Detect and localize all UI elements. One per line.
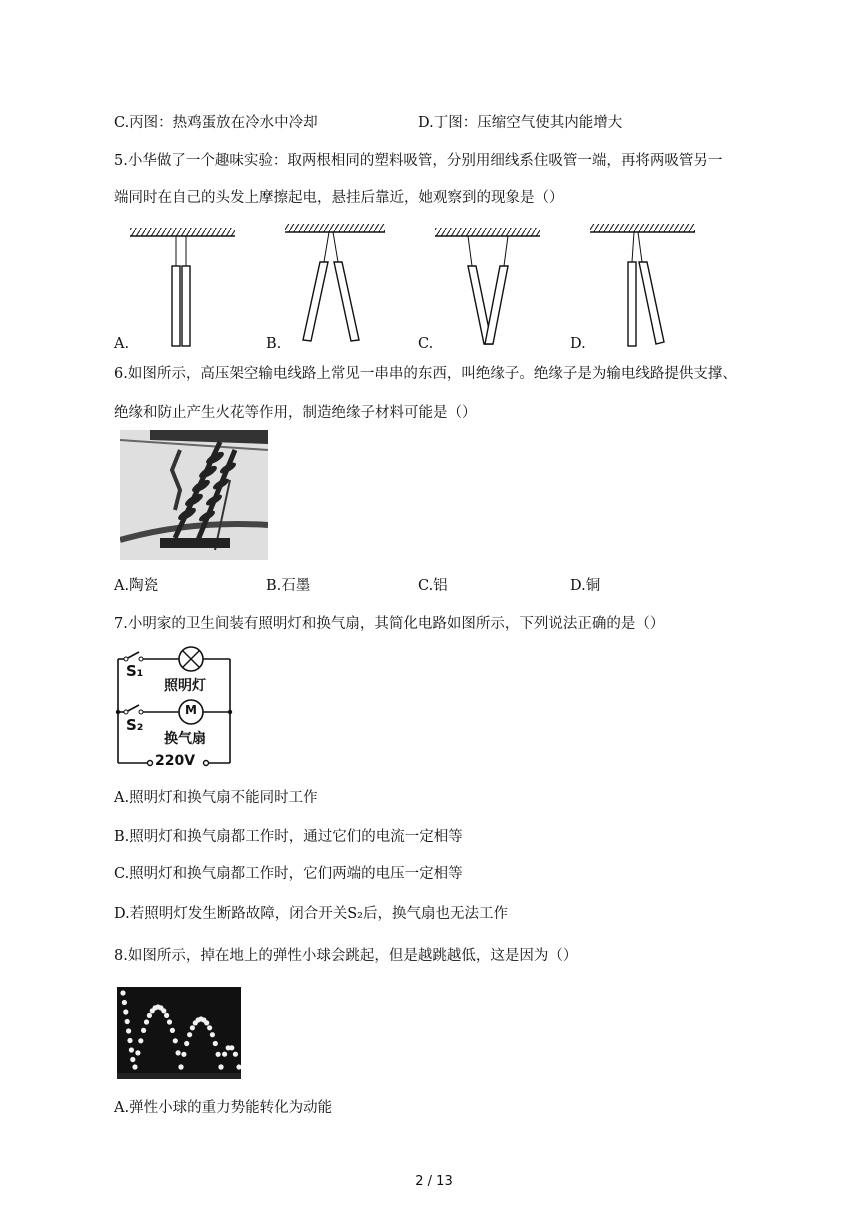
q7-fan-label: 换气扇 [164,731,206,747]
ball-dot [229,1045,234,1050]
ball-dot [138,1038,143,1043]
ball-dot [207,1025,212,1030]
ball-dot [132,1064,137,1069]
q8-bouncing-ball-photo [117,987,241,1079]
ball-dot [127,1038,132,1043]
q6-insulator-photo [120,430,268,560]
ball-dot [190,1025,195,1030]
q6-option-d: D.铜 [570,578,601,594]
q6-option-c: C.铝 [418,578,448,594]
q4-option-d: D.丁图：压缩空气使其内能增大 [418,115,623,131]
q7-option-d: D.若照明灯发生断路故障，闭合开关S₂后，换气扇也无法工作 [114,906,508,922]
ball-dot [164,1013,169,1018]
q5-figure-b [285,224,385,341]
ball-dot [147,1013,152,1018]
ball-dot [122,1000,127,1005]
ball-dot [233,1052,238,1057]
q7-motor-symbol: M [185,703,197,717]
q7-switch-s1-label: S₁ [126,662,144,680]
q5-stem-line1: 5.小华做了一个趣味实验：取两根相同的塑料吸管，分别用细线系住吸管一端，再将两吸管另一 [114,153,723,169]
q7-option-b: B.照明灯和换气扇都工作时，通过它们的电流一定相等 [114,829,463,845]
q7-option-a: A.照明灯和换气扇不能同时工作 [114,790,318,806]
ball-dot [126,1028,131,1033]
q5-figure-d [590,224,695,346]
q8-option-a: A.弹性小球的重力势能转化为动能 [114,1100,333,1116]
q8-stem: 8.如图所示，掉在地上的弹性小球会跳起，但是越跳越低，这是因为（） [114,948,578,964]
q5-label-a: A. [114,336,130,352]
q7-option-c: C.照明灯和换气扇都工作时，它们两端的电压一定相等 [114,866,463,882]
q7-circuit-diagram [112,645,237,773]
ball-dot [161,1008,166,1013]
ball-dot [216,1052,221,1057]
q5-label-c: C. [418,336,434,352]
q6-stem-line2: 绝缘和防止产生火花等作用，制造绝缘子材料可能是（） [114,405,477,421]
ball-dot [144,1019,149,1024]
q7-lamp-label: 照明灯 [164,678,206,694]
ball-dot [187,1032,192,1037]
ball-dot [222,1052,227,1057]
q6-stem-line1: 6.如图所示，高压架空输电线路上常见一串串的东西，叫绝缘子。绝缘子是为输电线路提供支撑、 [114,366,737,382]
ball-dot [170,1028,175,1033]
q5-label-d: D. [570,336,586,352]
ball-dot [213,1041,218,1046]
ball-dot [181,1052,186,1057]
q5-straw-figures [100,222,720,362]
q5-figure-c [435,228,540,344]
q7-voltage-label: 220V [155,753,196,769]
page-number: 2 / 13 [415,1174,453,1189]
ball-dot [176,1050,181,1055]
ball-dot [173,1038,178,1043]
ball-dot [204,1020,209,1025]
ball-dot [167,1019,172,1024]
q7-stem: 7.小明家的卫生间装有照明灯和换气扇，其简化电路如图所示，下列说法正确的是（） [114,616,665,632]
ball-dot [130,1057,135,1062]
q5-label-b: B. [266,336,282,352]
ball-dot [135,1050,140,1055]
q6-option-b: B.石墨 [266,578,311,594]
ball-dot [129,1047,134,1052]
ball-dot [123,1009,128,1014]
q5-stem-line2: 端同时在自己的头发上摩擦起电，悬挂后靠近，她观察到的现象是（） [114,190,564,206]
ball-dot [210,1032,215,1037]
q6-option-a: A.陶瓷 [114,578,159,594]
ball-dot [125,1019,130,1024]
ball-dot [184,1041,189,1046]
q5-figure-a [130,228,235,346]
ball-dot [218,1064,223,1069]
q7-switch-s2-label: S₂ [126,716,144,734]
ball-dot [141,1028,146,1033]
ball-dot [120,990,125,995]
ball-dot [178,1064,183,1069]
q4-option-c: C.丙图：热鸡蛋放在冷水中冷却 [114,115,318,131]
